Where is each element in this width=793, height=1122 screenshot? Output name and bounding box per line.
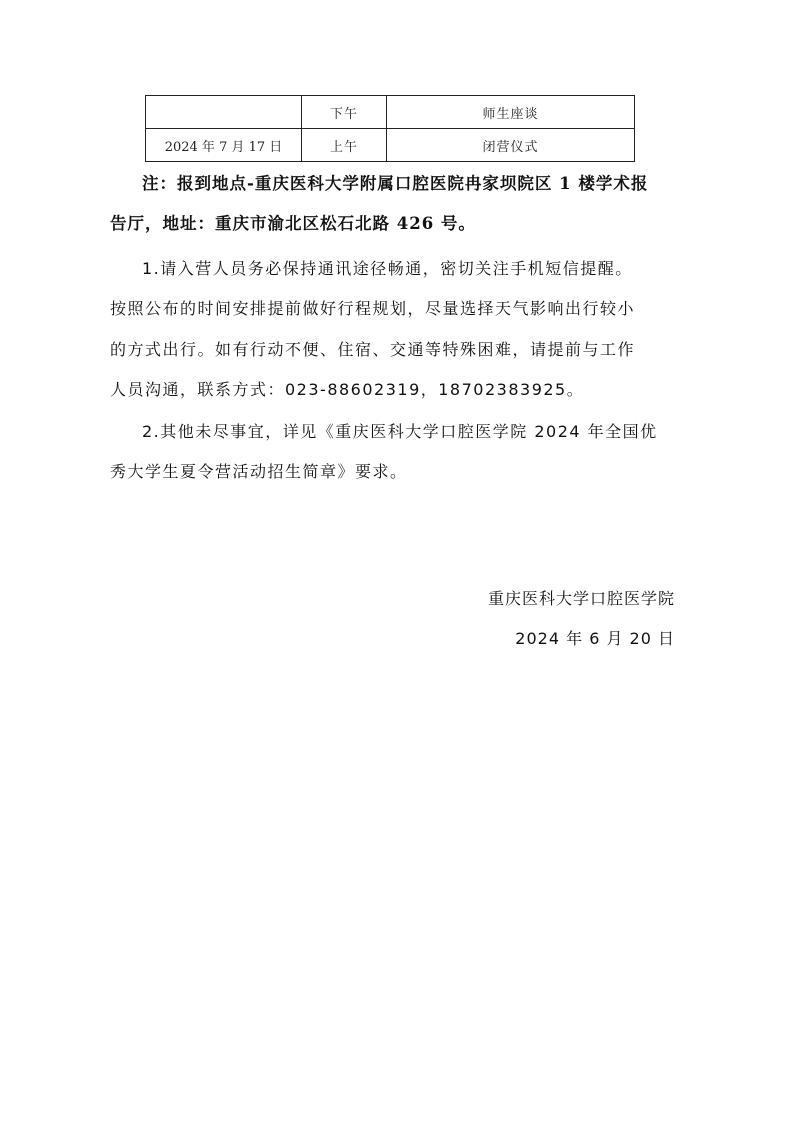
- paragraph-1-line-1: 1.请入营人员务必保持通讯途径畅通，密切关注手机短信提醒。: [142, 259, 633, 278]
- paragraph-2-line-1: 2.其他未尽事宜，详见《重庆医科大学口腔医学院 2024 年全国优: [142, 422, 658, 441]
- signature-organization: 重庆医科大学口腔医学院: [487, 589, 675, 608]
- date-cell: [146, 96, 302, 129]
- paragraph-1-line-4: 人员沟通，联系方式：023-88602319，18702383925。: [110, 380, 585, 399]
- note-line-1: 注：报到地点-重庆医科大学附属口腔医院冉家坝院区 1 楼学术报: [142, 174, 649, 193]
- date-cell: 2024 年 7 月 17 日: [146, 129, 302, 162]
- activity-cell: 师生座谈: [387, 96, 635, 129]
- paragraph-1-line-3: 的方式出行。如有行动不便、住宿、交通等特殊困难，请提前与工作: [110, 340, 636, 359]
- signature-date: 2024 年 6 月 20 日: [515, 629, 675, 648]
- schedule-table: [145, 95, 635, 162]
- paragraph-1-line-2: 按照公布的时间安排提前做好行程规划，尽量选择天气影响出行较小: [110, 299, 636, 318]
- table-row: [146, 96, 635, 129]
- session-cell: 上午: [302, 129, 387, 162]
- activity-cell: 闭营仪式: [387, 129, 635, 162]
- session-cell: 下午: [302, 96, 387, 129]
- table-row: [146, 129, 635, 162]
- note-line-2: 告厅，地址：重庆市渝北区松石北路 426 号。: [110, 214, 476, 233]
- paragraph-2-line-2: 秀大学生夏令营活动招生简章》要求。: [110, 462, 408, 481]
